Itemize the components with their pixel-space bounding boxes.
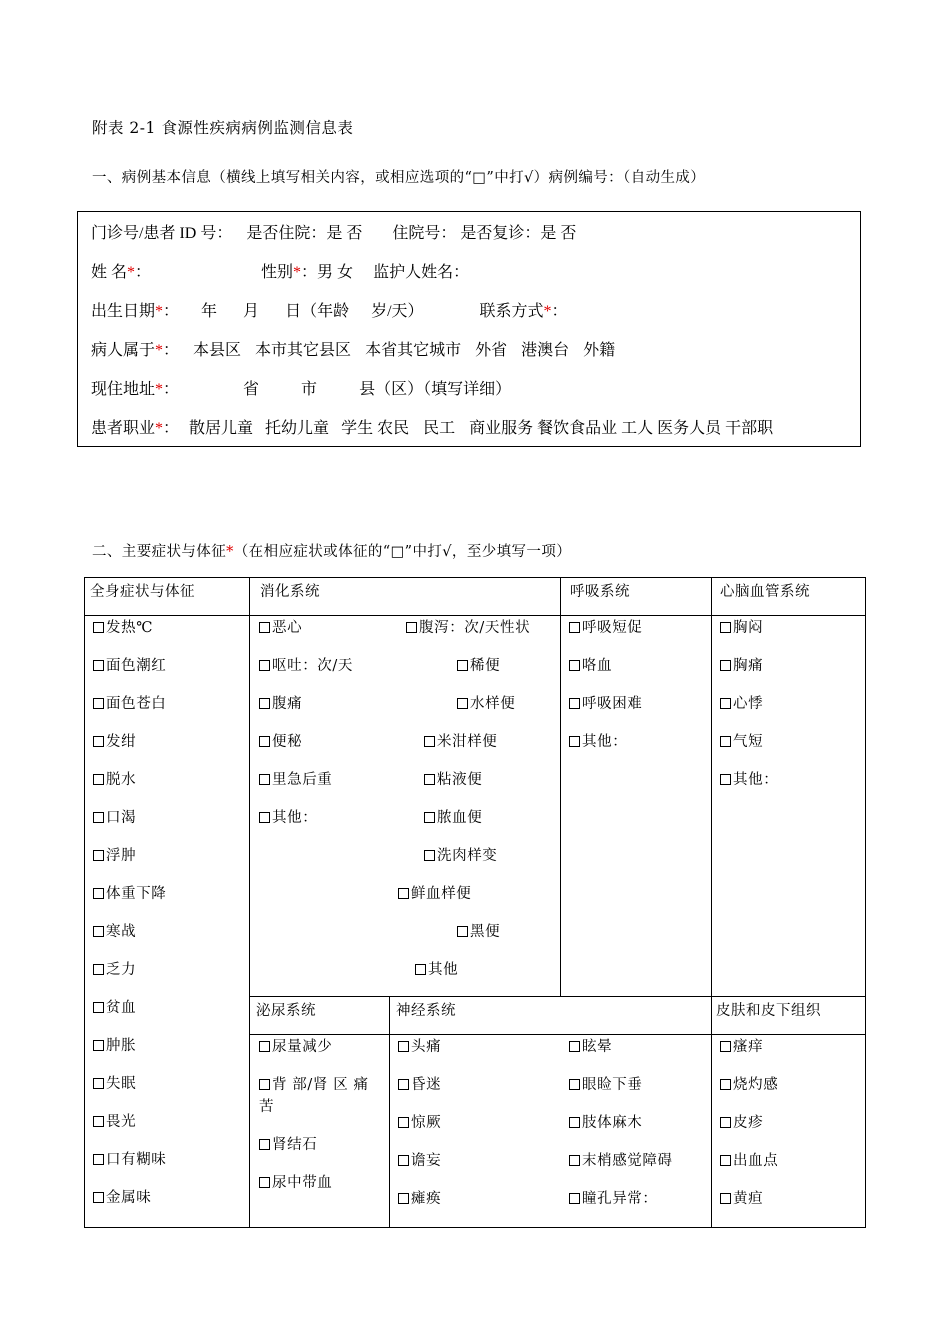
symptom-label: 肿胀 — [106, 1038, 137, 1054]
occupation-option[interactable]: 医务人员 — [657, 420, 722, 437]
symptom-label: 气短 — [733, 734, 764, 750]
symptom-general[interactable] — [93, 771, 136, 789]
symptom-label: 发绀 — [106, 734, 137, 750]
symptom-general[interactable] — [93, 923, 136, 941]
row-address — [91, 376, 511, 399]
checkbox-icon[interactable] — [259, 774, 270, 785]
checkbox-icon[interactable] — [93, 1040, 104, 1051]
checkbox-icon[interactable] — [93, 622, 104, 633]
checkbox-icon[interactable] — [720, 698, 731, 709]
checkbox-icon[interactable] — [569, 1041, 580, 1052]
checkbox-icon[interactable] — [93, 964, 104, 975]
symptom-neuro[interactable] — [398, 1152, 441, 1170]
checkbox-icon[interactable] — [720, 774, 731, 785]
checkbox-icon[interactable] — [93, 774, 104, 785]
symptom-label: 金属味 — [106, 1190, 152, 1206]
symptom-label: 便秘 — [272, 734, 303, 750]
checkbox-icon[interactable] — [259, 698, 270, 709]
symptom-digestive[interactable] — [424, 771, 482, 789]
symptom-label: 心悸 — [733, 696, 764, 712]
checkbox-icon[interactable] — [424, 774, 435, 785]
symptom-label: 腹痛 — [272, 696, 303, 712]
checkbox-icon[interactable] — [259, 622, 270, 633]
required-mark: * — [226, 544, 234, 560]
occupation-option[interactable]: 民工 — [423, 420, 456, 437]
month-label: 月 — [243, 303, 260, 320]
header-cardio: 心脑血管系统 — [720, 584, 810, 600]
checkbox-icon[interactable] — [93, 926, 104, 937]
symptom-cardio[interactable] — [720, 619, 763, 637]
symptom-cardio[interactable] — [720, 695, 763, 713]
symptom-general[interactable] — [93, 619, 153, 637]
symptom-label: 背 部/肾 区 痛 — [272, 1077, 369, 1093]
required-mark: * — [127, 264, 136, 281]
symptom-label: 脓血便 — [437, 810, 483, 826]
symptom-label: 眩晕 — [582, 1039, 613, 1055]
symptom-general[interactable] — [93, 1113, 136, 1131]
symptom-label: 胸痛 — [733, 658, 764, 674]
revisit-label[interactable]: 是否复诊：是 否 — [460, 225, 577, 242]
symptom-digestive[interactable] — [424, 809, 482, 827]
symptom-general[interactable] — [93, 809, 136, 827]
required-mark: * — [155, 342, 164, 359]
checkbox-icon[interactable] — [259, 1177, 270, 1188]
checkbox-icon[interactable] — [720, 1079, 731, 1090]
symptom-label: 出血点 — [733, 1153, 779, 1169]
symptom-digestive[interactable] — [457, 923, 500, 941]
symptom-cardio[interactable] — [720, 733, 763, 751]
symptom-digestive[interactable] — [259, 657, 353, 675]
required-mark: * — [155, 303, 164, 320]
checkbox-icon[interactable] — [424, 812, 435, 823]
symptom-digestive[interactable] — [457, 695, 515, 713]
symptom-neuro[interactable] — [569, 1076, 642, 1094]
occupation-option[interactable]: 工人 — [621, 420, 654, 437]
outpatient-id-label[interactable]: 门诊号/患者 ID 号： — [91, 225, 233, 242]
symptom-general[interactable] — [93, 657, 166, 675]
required-mark: * — [293, 264, 302, 281]
checkbox-icon[interactable] — [259, 1041, 270, 1052]
checkbox-icon[interactable] — [398, 1193, 409, 1204]
symptoms-table — [84, 577, 866, 1228]
symptom-label: 其他 — [428, 962, 459, 978]
city-label: 市 — [301, 381, 318, 398]
symptom-general[interactable] — [93, 1189, 151, 1207]
sex-options[interactable]: ：男 女 — [301, 264, 354, 281]
symptom-digestive[interactable] — [406, 619, 530, 637]
origin-option[interactable]: 本市其它县区 — [255, 342, 352, 359]
symptom-digestive[interactable] — [424, 847, 497, 865]
checkbox-icon[interactable] — [259, 736, 270, 747]
symptom-label: 瘙痒 — [733, 1039, 764, 1055]
checkbox-icon[interactable] — [569, 622, 580, 633]
symptom-label: 恶心 — [272, 620, 303, 636]
section2-text: 二、主要症状与体征 — [92, 544, 227, 560]
occupation-option[interactable]: 散居儿童 — [189, 420, 254, 437]
occupation-option[interactable]: 学生 — [341, 420, 374, 437]
hospitalized-label[interactable]: 是否住院：是 否 — [246, 225, 363, 242]
symptom-label: 里急后重 — [272, 772, 333, 788]
required-mark: * — [155, 420, 164, 437]
symptom-label: 畏光 — [106, 1114, 137, 1130]
symptom-label: 呕吐：次/天 — [272, 658, 353, 674]
occupation-option[interactable]: 商业服务 — [469, 420, 534, 437]
section2-heading — [92, 540, 571, 561]
symptom-general[interactable] — [93, 733, 136, 751]
symptom-label: 口渴 — [106, 810, 137, 826]
checkbox-icon[interactable] — [569, 698, 580, 709]
symptom-label: 其他： — [582, 734, 628, 750]
symptom-neuro[interactable] — [398, 1114, 441, 1132]
symptom-label: 昏迷 — [411, 1077, 442, 1093]
symptom-general[interactable] — [93, 885, 166, 903]
symptom-skin[interactable] — [720, 1114, 763, 1132]
colon: ： — [135, 264, 152, 281]
section2-note: （在相应症状或体征的“□”中打√，至少填写一项） — [233, 544, 572, 560]
age-unit-label: 岁/天） — [371, 303, 424, 320]
symptom-digestive[interactable] — [259, 619, 302, 637]
occupation-option[interactable]: 餐饮食品业 — [537, 420, 618, 437]
name-label[interactable]: 姓 名 — [91, 264, 128, 281]
day-age-label: 日（年龄 — [285, 303, 350, 320]
symptom-general[interactable] — [93, 1037, 136, 1055]
admission-no-label[interactable]: 住院号： — [392, 225, 457, 242]
checkbox-icon[interactable] — [398, 1041, 409, 1052]
header-skin: 皮肤和皮下组织 — [716, 1003, 821, 1019]
checkbox-icon[interactable] — [93, 660, 104, 671]
symptom-neuro[interactable] — [569, 1152, 673, 1170]
colon: ： — [163, 342, 180, 359]
symptom-label: 其他： — [733, 772, 779, 788]
checkbox-icon[interactable] — [93, 1002, 104, 1013]
header-general: 全身症状与体征 — [90, 584, 195, 600]
symptom-digestive[interactable] — [398, 885, 471, 903]
checkbox-icon[interactable] — [457, 926, 468, 937]
symptom-label: 黄疸 — [733, 1191, 764, 1207]
symptom-urinary-continued[interactable] — [259, 1098, 274, 1116]
required-mark: * — [155, 381, 164, 398]
checkbox-icon[interactable] — [720, 1041, 731, 1052]
checkbox-icon[interactable] — [93, 1192, 104, 1203]
symptom-respiratory[interactable] — [569, 695, 642, 713]
checkbox-icon[interactable] — [720, 660, 731, 671]
symptom-label: 口有糊味 — [106, 1152, 167, 1168]
symptom-label: 鲜血样便 — [411, 886, 472, 902]
symptom-general[interactable] — [93, 999, 136, 1017]
symptom-label: 头痛 — [411, 1039, 442, 1055]
contact-label[interactable]: 联系方式 — [479, 303, 544, 320]
checkbox-icon[interactable] — [424, 736, 435, 747]
checkbox-icon[interactable] — [93, 736, 104, 747]
row-id-hospital — [91, 220, 576, 243]
origin-option[interactable]: 港澳台 — [521, 342, 570, 359]
checkbox-icon[interactable] — [569, 1117, 580, 1128]
symptom-label: 尿中带血 — [272, 1175, 333, 1191]
symptom-label: 呼吸短促 — [582, 620, 643, 636]
checkbox-icon[interactable] — [93, 850, 104, 861]
symptom-label: 乏力 — [106, 962, 137, 978]
symptom-urinary[interactable] — [259, 1076, 369, 1094]
origin-label: 病人属于 — [91, 342, 156, 359]
symptom-neuro[interactable] — [569, 1190, 658, 1208]
symptom-label: 贫血 — [106, 1000, 137, 1016]
origin-option[interactable]: 外籍 — [583, 342, 616, 359]
symptom-label: 失眠 — [106, 1076, 137, 1092]
symptom-urinary[interactable] — [259, 1136, 317, 1154]
header-urinary: 泌尿系统 — [256, 1003, 316, 1019]
checkbox-icon[interactable] — [259, 660, 270, 671]
symptom-digestive[interactable] — [415, 961, 458, 979]
checkbox-icon[interactable] — [569, 1155, 580, 1166]
symptom-label: 谵妄 — [411, 1153, 442, 1169]
checkbox-icon[interactable] — [259, 1079, 270, 1090]
checkbox-icon[interactable] — [93, 812, 104, 823]
symptom-label: 胸闷 — [733, 620, 764, 636]
origin-option[interactable]: 本省其它城市 — [365, 342, 462, 359]
symptom-general[interactable] — [93, 961, 136, 979]
checkbox-icon[interactable] — [398, 1117, 409, 1128]
checkbox-icon[interactable] — [406, 622, 417, 633]
colon: ： — [163, 303, 180, 320]
symptom-label: 脱水 — [106, 772, 137, 788]
section1-heading: 一、病例基本信息（横线上填写相关内容，或相应选项的“□”中打√）病例编号：（自动生成） — [92, 170, 706, 186]
symptom-neuro[interactable] — [398, 1076, 441, 1094]
required-mark: * — [543, 303, 552, 320]
symptom-label: 寒战 — [106, 924, 137, 940]
symptom-label: 其他： — [272, 810, 318, 826]
symptom-skin[interactable] — [720, 1038, 763, 1056]
row-patient-origin — [91, 337, 615, 360]
symptom-label: 体重下降 — [106, 886, 167, 902]
basic-info-box — [77, 211, 861, 447]
symptom-label: 米泔样便 — [437, 734, 498, 750]
birthdate-label[interactable]: 出生日期 — [91, 303, 156, 320]
guardian-label[interactable]: 监护人姓名： — [373, 264, 470, 281]
symptom-label: 咯血 — [582, 658, 613, 674]
sex-label[interactable]: 性别 — [261, 264, 294, 281]
symptom-label: 面色潮红 — [106, 658, 167, 674]
row-birth-contact — [91, 298, 568, 321]
symptom-skin[interactable] — [720, 1190, 763, 1208]
symptom-urinary[interactable] — [259, 1038, 332, 1056]
symptom-label: 末梢感觉障碍 — [582, 1153, 673, 1169]
symptom-digestive[interactable] — [259, 809, 317, 827]
symptom-label: 黑便 — [470, 924, 501, 940]
checkbox-icon[interactable] — [259, 812, 270, 823]
county-label: 县（区）（填写详细） — [359, 381, 512, 398]
row-name-sex — [91, 259, 469, 282]
checkbox-icon[interactable] — [398, 888, 409, 899]
occupation-option[interactable]: 托幼儿童 — [265, 420, 330, 437]
checkbox-icon[interactable] — [457, 698, 468, 709]
symptom-digestive[interactable] — [457, 657, 500, 675]
symptom-label: 惊厥 — [411, 1115, 442, 1131]
address-label[interactable]: 现住地址 — [91, 381, 156, 398]
occupation-option[interactable]: 干部职 — [725, 420, 774, 437]
symptom-label: 瘫痪 — [411, 1191, 442, 1207]
symptom-respiratory[interactable] — [569, 619, 642, 637]
symptom-label: 粘液便 — [437, 772, 483, 788]
symptom-neuro[interactable] — [569, 1114, 642, 1132]
symptom-label: 尿量减少 — [272, 1039, 333, 1055]
symptom-neuro[interactable] — [569, 1038, 612, 1056]
symptom-urinary[interactable] — [259, 1174, 332, 1192]
symptom-digestive[interactable] — [259, 733, 302, 751]
checkbox-icon[interactable] — [720, 1117, 731, 1128]
symptom-cardio[interactable] — [720, 657, 763, 675]
symptom-digestive[interactable] — [259, 771, 332, 789]
checkbox-icon[interactable] — [569, 1193, 580, 1204]
symptom-label: 腹泻：次/天性状 — [419, 620, 531, 636]
colon: ： — [163, 420, 180, 437]
symptom-digestive[interactable] — [259, 695, 302, 713]
checkbox-icon[interactable] — [720, 1155, 731, 1166]
province-label: 省 — [243, 381, 260, 398]
symptom-digestive[interactable] — [424, 733, 497, 751]
symptom-label: 水样便 — [470, 696, 516, 712]
symptom-label: 苦 — [259, 1099, 275, 1115]
origin-option[interactable]: 外省 — [475, 342, 508, 359]
checkbox-icon[interactable] — [720, 1193, 731, 1204]
checkbox-icon[interactable] — [415, 964, 426, 975]
checkbox-icon[interactable] — [259, 1139, 270, 1150]
symptom-respiratory[interactable] — [569, 733, 627, 751]
symptom-label: 肢体麻木 — [582, 1115, 643, 1131]
symptom-general[interactable] — [93, 847, 136, 865]
symptom-label: 皮疹 — [733, 1115, 764, 1131]
symptom-label: 烧灼感 — [733, 1077, 779, 1093]
checkbox-icon[interactable] — [93, 1078, 104, 1089]
symptom-label: 呼吸困难 — [582, 696, 643, 712]
checkbox-icon[interactable] — [93, 1116, 104, 1127]
checkbox-icon[interactable] — [720, 622, 731, 633]
row-occupation — [91, 415, 773, 438]
header-neuro: 神经系统 — [396, 1003, 456, 1019]
symptom-skin[interactable] — [720, 1076, 778, 1094]
symptom-label: 肾结石 — [272, 1137, 318, 1153]
symptom-neuro[interactable] — [398, 1190, 441, 1208]
form-title: 附表 2-1 食源性疾病病例监测信息表 — [92, 119, 354, 137]
symptom-general[interactable] — [93, 1075, 136, 1093]
symptom-label: 浮肿 — [106, 848, 137, 864]
checkbox-icon[interactable] — [424, 850, 435, 861]
occupation-option[interactable]: 农民 — [377, 420, 410, 437]
symptom-label: 眼睑下垂 — [582, 1077, 643, 1093]
header-digestive: 消化系统 — [260, 584, 320, 600]
year-label: 年 — [201, 303, 218, 320]
occupation-label: 患者职业 — [91, 420, 156, 437]
checkbox-icon[interactable] — [398, 1155, 409, 1166]
origin-option[interactable]: 本县区 — [193, 342, 242, 359]
symptom-skin[interactable] — [720, 1152, 778, 1170]
header-respiratory: 呼吸系统 — [570, 584, 630, 600]
checkbox-icon[interactable] — [93, 1154, 104, 1165]
checkbox-icon[interactable] — [569, 1079, 580, 1090]
colon: ： — [551, 303, 568, 320]
symptom-label: 面色苍白 — [106, 696, 167, 712]
checkbox-icon[interactable] — [569, 736, 580, 747]
symptom-general[interactable] — [93, 695, 166, 713]
symptom-label: 稀便 — [470, 658, 501, 674]
checkbox-icon[interactable] — [569, 660, 580, 671]
checkbox-icon[interactable] — [93, 888, 104, 899]
checkbox-icon[interactable] — [457, 660, 468, 671]
symptom-label: 洗肉样变 — [437, 848, 498, 864]
symptom-cardio[interactable] — [720, 771, 778, 789]
symptom-label: 瞳孔异常： — [582, 1191, 658, 1207]
symptom-general[interactable] — [93, 1151, 166, 1169]
checkbox-icon[interactable] — [720, 736, 731, 747]
checkbox-icon[interactable] — [93, 698, 104, 709]
checkbox-icon[interactable] — [398, 1079, 409, 1090]
colon: ： — [163, 381, 180, 398]
symptom-label: 发热℃ — [106, 620, 154, 636]
symptom-respiratory[interactable] — [569, 657, 612, 675]
symptom-neuro[interactable] — [398, 1038, 441, 1056]
